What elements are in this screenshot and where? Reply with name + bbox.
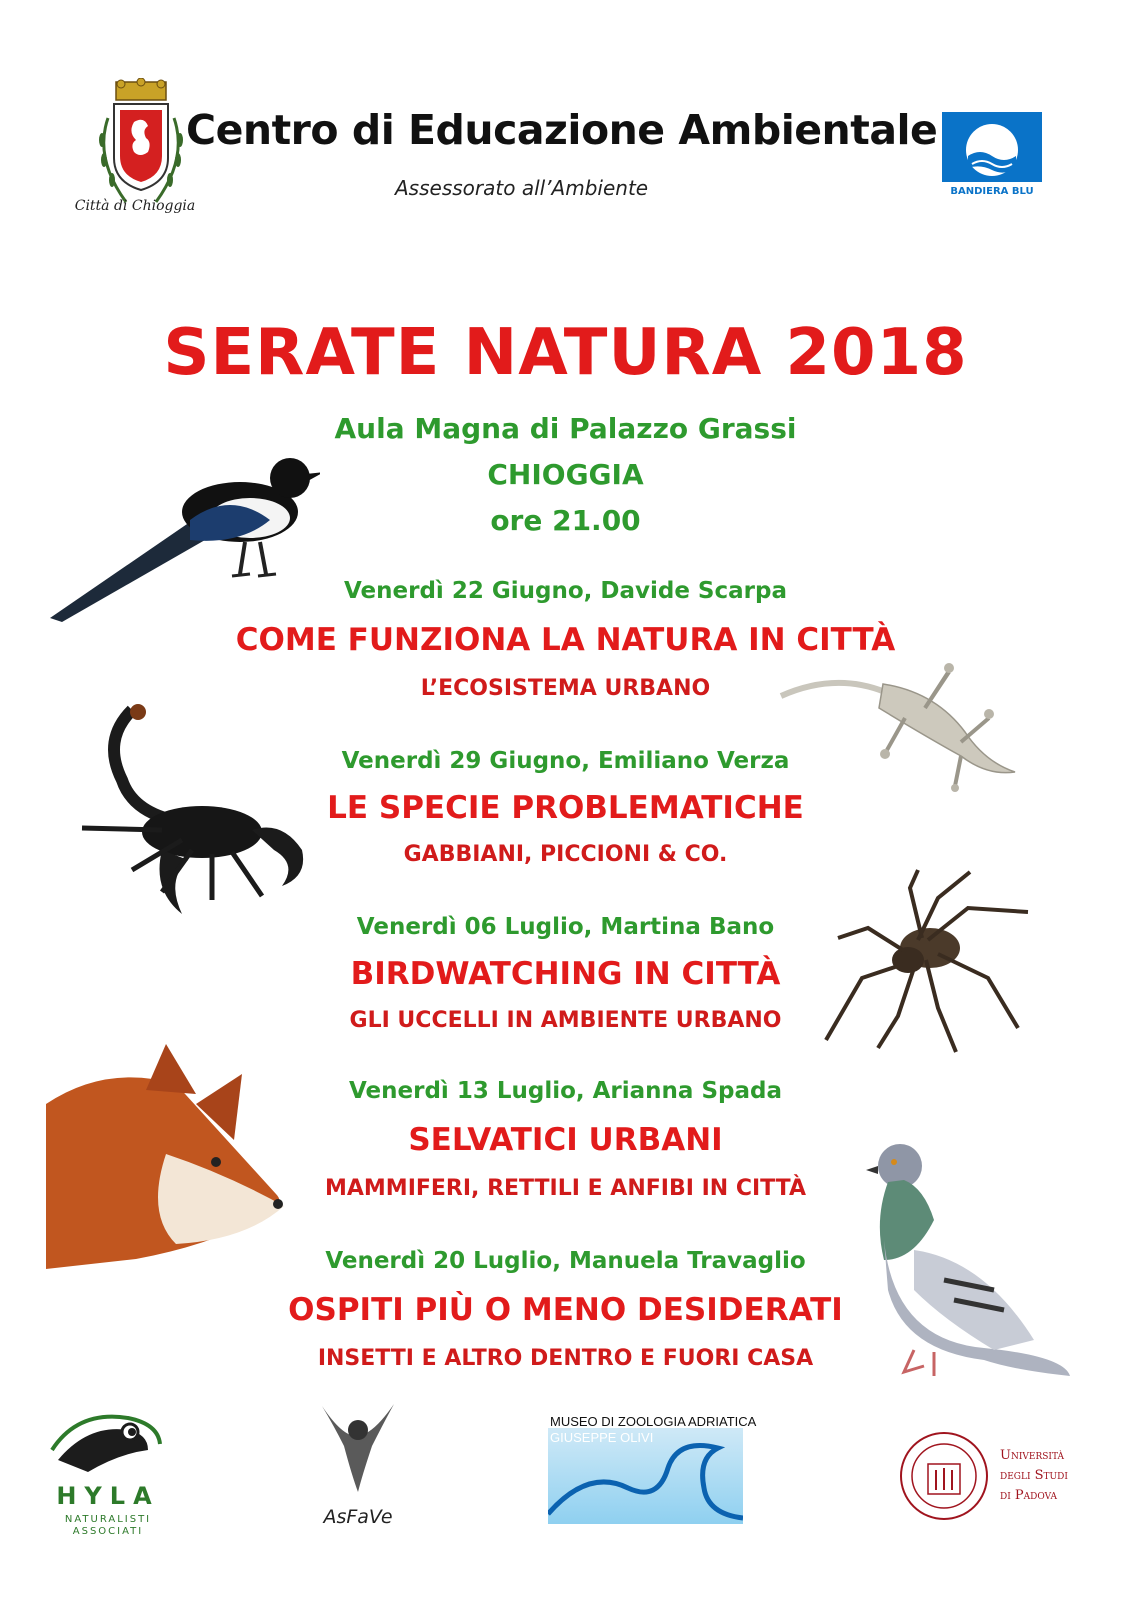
- venue-city: CHIOGGIA: [487, 458, 644, 491]
- museum-subname: GIUSEPPE OLIVI: [550, 1430, 654, 1445]
- blue-flag-label: BANDIERA BLU: [950, 186, 1034, 197]
- event-title: LE SPECIE PROBLEMATICHE: [327, 790, 804, 826]
- event-subtitle: GABBIANI, PICCIONI & CO.: [403, 842, 728, 867]
- magpie-icon: [40, 450, 320, 625]
- asfave-label: AsFaVe: [323, 1506, 393, 1528]
- event-date: Venerdì 29 Giugno, Emiliano Verza: [341, 748, 790, 774]
- hyla-frog-logo-icon: [48, 1410, 163, 1485]
- hyla-subtitle: NATURALISTI: [64, 1514, 152, 1525]
- fox-icon: [46, 1044, 291, 1269]
- event-title: BIRDWATCHING IN CITTÀ: [350, 956, 781, 992]
- event-title: COME FUNZIONA LA NATURA IN CITTÀ: [235, 622, 896, 658]
- event-subtitle: INSETTI E ALTRO DENTRO E FUORI CASA: [317, 1346, 814, 1371]
- event-date: Venerdì 06 Luglio, Martina Bano: [356, 914, 775, 940]
- asfave-bat-logo-icon: [312, 1396, 404, 1496]
- event-date: Venerdì 13 Luglio, Arianna Spada: [349, 1078, 782, 1104]
- venue-time: ore 21.00: [490, 504, 641, 537]
- event-subtitle: L’ECOSISTEMA URBANO: [420, 676, 711, 701]
- event-date: Venerdì 22 Giugno, Davide Scarpa: [344, 578, 787, 604]
- event-subtitle: GLI UCCELLI IN AMBIENTE URBANO: [349, 1008, 782, 1033]
- header-subtitle: Assessorato all’Ambiente: [395, 176, 649, 200]
- event-subtitle: MAMMIFERI, RETTILI E ANFIBI IN CITTÀ: [324, 1176, 806, 1201]
- museum-name: MUSEO DI ZOOLOGIA ADRIATICA: [550, 1414, 757, 1429]
- event-title: SELVATICI URBANI: [408, 1122, 723, 1158]
- city-crest-icon: [86, 78, 196, 218]
- university-name-line: degli Studi: [1000, 1468, 1068, 1483]
- header-title: Centro di Educazione Ambientale: [186, 106, 938, 154]
- venue-line: Aula Magna di Palazzo Grassi: [334, 412, 797, 445]
- university-name-line: Università: [1000, 1448, 1064, 1463]
- gecko-icon: [775, 652, 1025, 792]
- pigeon-icon: [864, 1140, 1074, 1380]
- scorpion-icon: [62, 700, 322, 930]
- event-title: OSPITI PIÙ O MENO DESIDERATI: [288, 1292, 843, 1328]
- university-name-line: di Padova: [1000, 1488, 1057, 1503]
- event-date: Venerdì 20 Luglio, Manuela Travaglio: [325, 1248, 806, 1274]
- crest-caption: Città di Chioggia: [74, 198, 196, 214]
- page-title: SERATE NATURA 2018: [163, 316, 968, 390]
- hyla-subtitle: ASSOCIATI: [72, 1526, 144, 1537]
- hyla-name: HYLA: [56, 1482, 160, 1510]
- university-seal-icon: [898, 1430, 990, 1522]
- spider-icon: [818, 868, 1033, 1053]
